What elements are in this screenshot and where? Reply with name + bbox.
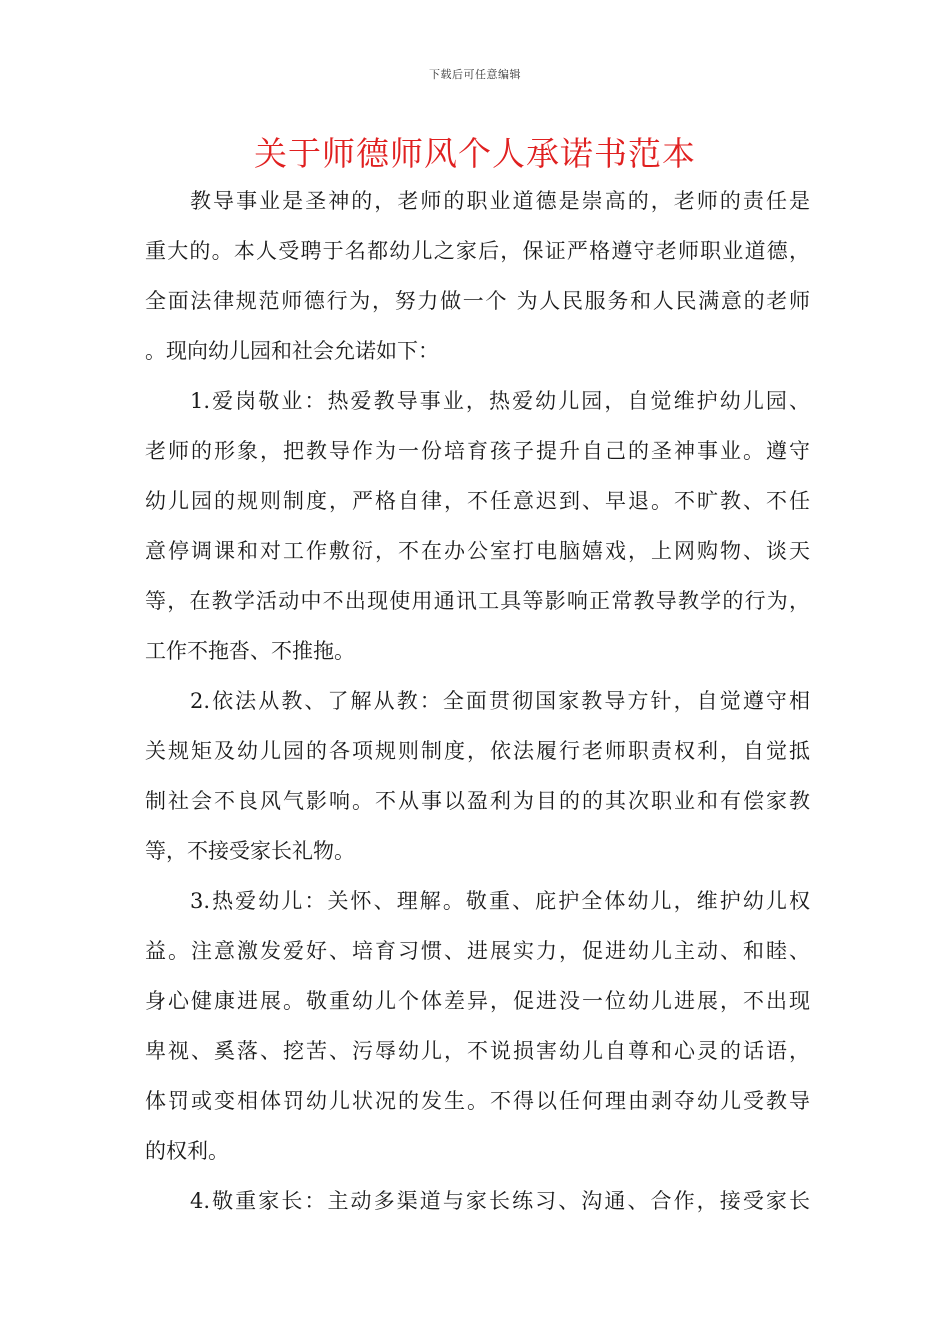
body-line: 身心健康进展。敬重幼儿个体差异，促进没一位幼儿进展，不出现 [145,989,810,1013]
body-line: 4.敬重家长：主动多渠道与家长练习、沟通、合作，接受家长 [190,1189,810,1213]
body-line: 益。注意激发爱好、培育习惯、进展实力，促进幼儿主动、和睦、 [145,939,810,963]
header-note: 下载后可任意编辑 [429,68,521,81]
body-line: 重大的。本人受聘于名都幼儿之家后，保证严格遵守老师职业道德， [145,239,810,263]
body-line: 的权利。 [145,1139,229,1163]
body-line: 全面法律规范师德行为，努力做一个 为人民服务和人民满意的老师 [145,289,810,313]
body-line: 1.爱岗敬业：热爱教导事业，热爱幼儿园，自觉维护幼儿园、 [190,389,810,413]
body-line: 3.热爱幼儿：关怀、理解。敬重、庇护全体幼儿，维护幼儿权 [190,889,810,913]
body-line: 工作不拖沓、不推拖。 [145,639,355,663]
body-line: 卑视、奚落、挖苦、污辱幼儿，不说损害幼儿自尊和心灵的话语， [145,1039,810,1063]
body-line: 。现向幼儿园和社会允诺如下： [145,339,439,363]
body-line: 2.依法从教、了解从教：全面贯彻国家教导方针，自觉遵守相 [190,689,810,713]
body-line: 意停调课和对工作敷衍，不在办公室打电脑嬉戏，上网购物、谈天 [145,539,810,563]
body-line: 体罚或变相体罚幼儿状况的发生。不得以任何理由剥夺幼儿受教导 [145,1089,810,1113]
body-line: 关规矩及幼儿园的各项规则制度，依法履行老师职责权利，自觉抵 [145,739,810,763]
body-line: 老师的形象，把教导作为一份培育孩子提升自己的圣神事业。遵守 [145,439,810,463]
document-body [145,176,810,1226]
page-title: 关于师德师风个人承诺书范本 [254,134,696,173]
body-line: 幼儿园的规则制度，严格自律，不任意迟到、早退。不旷教、不任 [145,489,810,513]
body-line: 制社会不良风气影响。不从事以盈利为目的的其次职业和有偿家教 [145,789,810,813]
body-line: 等，在教学活动中不出现使用通讯工具等影响正常教导教学的行为， [145,589,810,613]
body-line: 等，不接受家长礼物。 [145,839,355,863]
body-line: 教导事业是圣神的，老师的职业道德是崇高的，老师的责任是 [190,189,810,213]
